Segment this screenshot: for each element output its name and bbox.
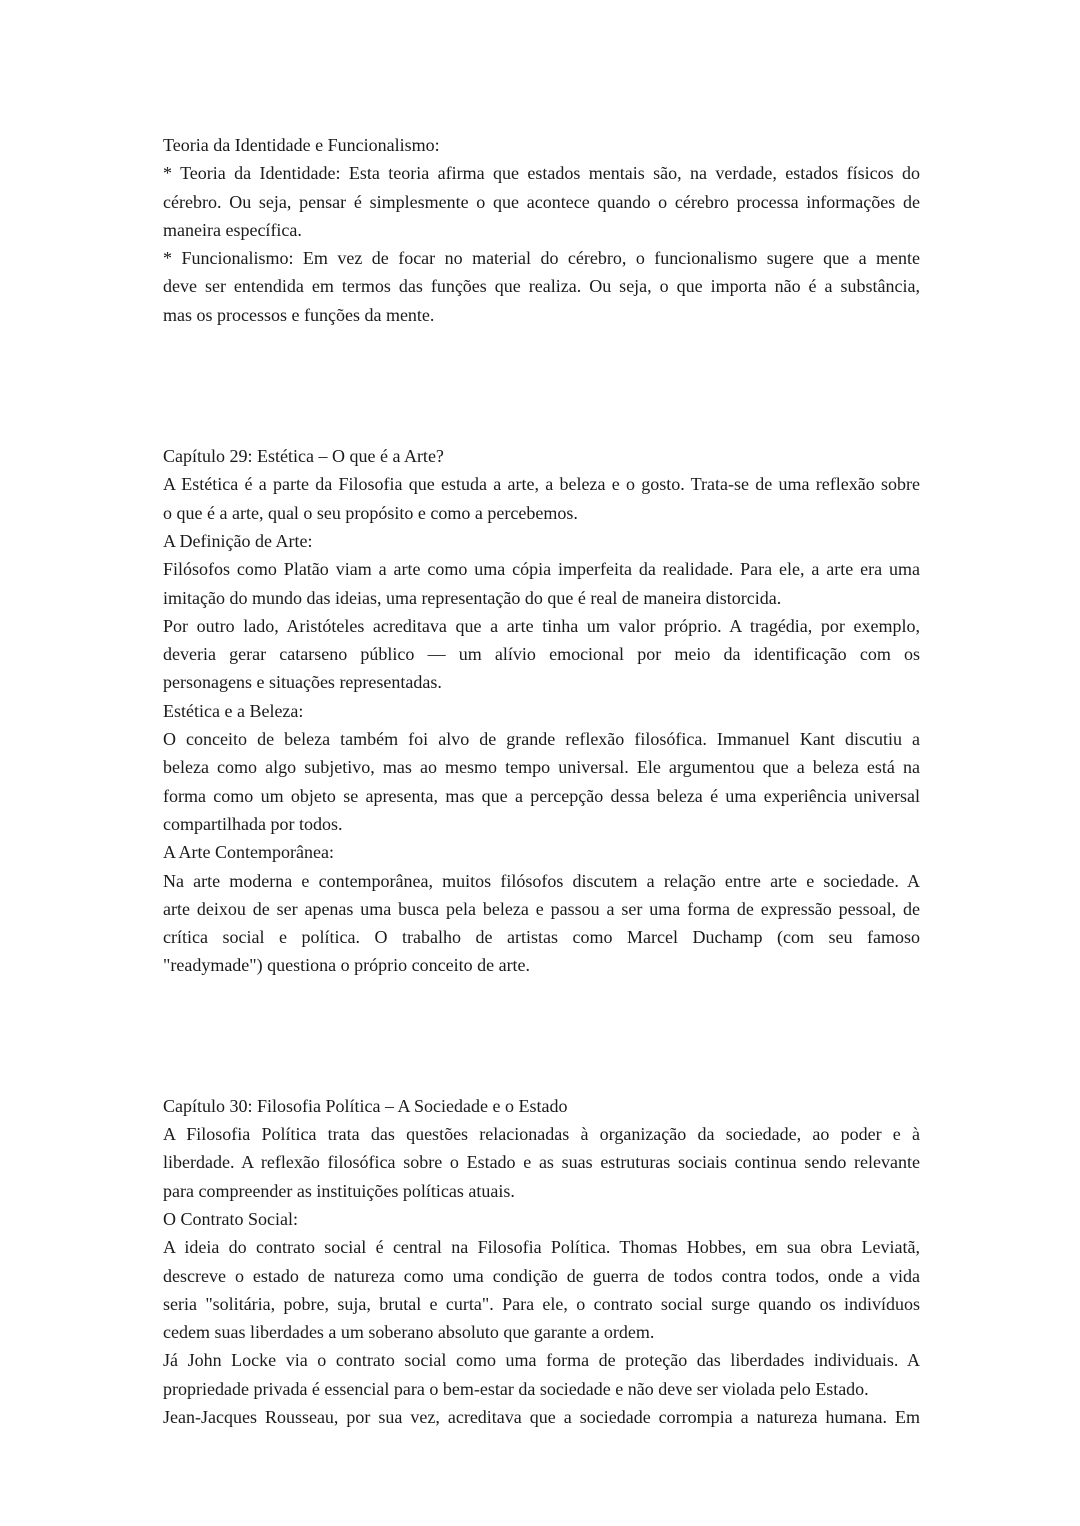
paragraph-line: Já John Locke via o contrato social como uma forma de proteção das liberdades individuais. A bbox=[163, 1350, 920, 1371]
section-chapter-29 bbox=[163, 442, 920, 980]
paragraph-line: cedem suas liberdades a um soberano absoluto que garante a ordem. bbox=[163, 1322, 655, 1343]
paragraph-line: beleza como algo subjetivo, mas ao mesmo tempo universal. Ele argumentou que a beleza está na bbox=[163, 757, 920, 778]
paragraph-line: personagens e situações representadas. bbox=[163, 672, 442, 693]
subheading: Estética e a Beleza: bbox=[163, 700, 304, 721]
paragraph-line: Filósofos como Platão viam a arte como uma cópia imperfeita da realidade. Para ele, a arte era uma bbox=[163, 559, 920, 580]
section-heading: Teoria da Identidade e Funcionalismo: bbox=[163, 135, 440, 155]
subheading: A Definição de Arte: bbox=[163, 530, 313, 551]
paragraph-line: Jean-Jacques Rousseau, por sua vez, acreditava que a sociedade corrompia a natureza humana. Em bbox=[163, 1406, 920, 1427]
paragraph-line: A Estética é a parte da Filosofia que estuda a arte, a beleza e o gosto. Trata-se de uma reflexão sobre bbox=[163, 474, 920, 495]
section-identity-functionalism bbox=[163, 131, 920, 329]
chapter-heading: Capítulo 29: Estética – O que é a Arte? bbox=[163, 446, 444, 467]
paragraph-line: "readymade") questiona o próprio conceito de arte. bbox=[163, 955, 531, 976]
paragraph-line: A ideia do contrato social é central na Filosofia Política. Thomas Hobbes, em sua obra Leviatã, bbox=[163, 1237, 920, 1258]
paragraph-line: Na arte moderna e contemporânea, muitos filósofos discutem a relação entre arte e sociedade. A bbox=[163, 870, 920, 891]
paragraph-line: crítica social e política. O trabalho de artistas como Marcel Duchamp (com seu famoso bbox=[163, 927, 920, 948]
paragraph-line: arte deixou de ser apenas uma busca pela beleza e passou a ser uma forma de expressão pessoal, de bbox=[163, 898, 920, 919]
subheading: O Contrato Social: bbox=[163, 1208, 298, 1229]
paragraph-line: forma como um objeto se apresenta, mas que a percepção dessa beleza é uma experiência universal bbox=[163, 785, 920, 806]
paragraph-line: * Teoria da Identidade: Esta teoria afirma que estados mentais são, na verdade, estados físicos do bbox=[163, 163, 920, 184]
paragraph-line: descreve o estado de natureza como uma condição de guerra de todos contra todos, onde a vida bbox=[163, 1265, 920, 1286]
paragraph-line: A Filosofia Política trata das questões relacionadas à organização da sociedade, ao poder e à bbox=[163, 1124, 920, 1145]
chapter-heading: Capítulo 30: Filosofia Política – A Sociedade e o Estado bbox=[163, 1095, 568, 1116]
paragraph-line: para compreender as instituições políticas atuais. bbox=[163, 1180, 515, 1201]
paragraph-line: maneira específica. bbox=[163, 219, 302, 240]
paragraph-line: cérebro. Ou seja, pensar é simplesmente o que acontece quando o cérebro processa informações de bbox=[163, 191, 920, 212]
paragraph-line: liberdade. A reflexão filosófica sobre o Estado e as suas estruturas sociais continua sendo relevante bbox=[163, 1152, 920, 1173]
paragraph-line: o que é a arte, qual o seu propósito e como a percebemos. bbox=[163, 502, 578, 523]
paragraph-line: seria "solitária, pobre, suja, brutal e curta". Para ele, o contrato social surge quando os indivíduos bbox=[163, 1293, 920, 1314]
section-spacer bbox=[163, 980, 920, 1092]
subheading: A Arte Contemporânea: bbox=[163, 842, 334, 863]
paragraph-line: compartilhada por todos. bbox=[163, 813, 343, 834]
paragraph-line: mas os processos e funções da mente. bbox=[163, 304, 435, 325]
section-spacer bbox=[163, 329, 920, 442]
document-page bbox=[163, 131, 920, 1431]
paragraph-line: deve ser entendida em termos das funções que realiza. Ou seja, o que importa não é a substância, bbox=[163, 276, 920, 297]
paragraph-line: Por outro lado, Aristóteles acreditava que a arte tinha um valor próprio. A tragédia, por exemplo, bbox=[163, 615, 920, 636]
paragraph-line: O conceito de beleza também foi alvo de grande reflexão filosófica. Immanuel Kant discutiu a bbox=[163, 729, 920, 750]
paragraph-line: * Funcionalismo: Em vez de focar no material do cérebro, o funcionalismo sugere que a mente bbox=[163, 248, 920, 269]
section-chapter-30 bbox=[163, 1092, 920, 1432]
paragraph-line: propriedade privada é essencial para o bem-estar da sociedade e não deve ser violada pelo Estado. bbox=[163, 1378, 869, 1399]
paragraph-line: deveria gerar catarseno público — um alívio emocional por meio da identificação com os bbox=[163, 644, 920, 665]
paragraph-line: imitação do mundo das ideias, uma representação do que é real de maneira distorcida. bbox=[163, 587, 782, 608]
